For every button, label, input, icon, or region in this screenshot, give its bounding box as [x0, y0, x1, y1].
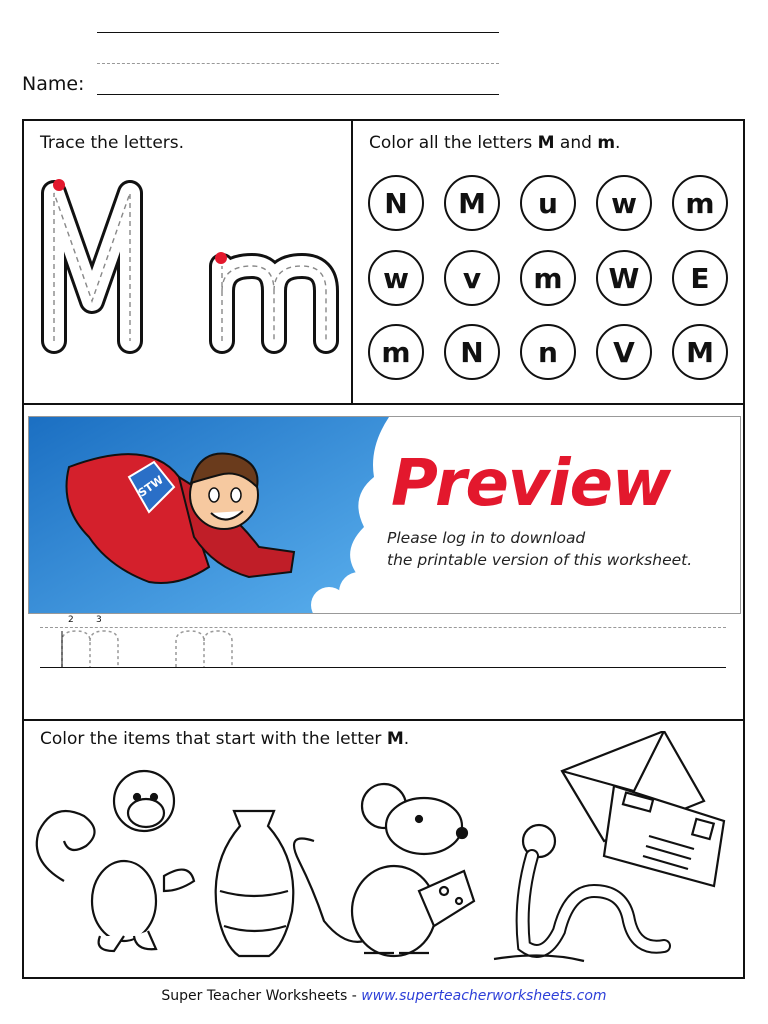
trace-letter-lower-m[interactable]: [215, 252, 326, 341]
letter-circle[interactable]: [520, 175, 576, 231]
letter-circle-label: m: [685, 186, 715, 220]
instruction-text: and: [554, 133, 598, 153]
divider-2: [24, 719, 743, 721]
start-dot-icon: [215, 252, 227, 264]
letter-circle[interactable]: [368, 250, 424, 306]
letter-circle-label: N: [460, 335, 484, 369]
mouse-icon[interactable]: [294, 784, 474, 956]
trace-instruction: Trace the letters.: [40, 133, 185, 153]
letter-circle-label: V: [613, 335, 635, 369]
items-illustrations: [24, 731, 743, 971]
instruction-text: .: [615, 133, 621, 153]
letter-circle-label: m: [533, 261, 563, 295]
footer: [0, 988, 768, 1004]
worksheet-frame: [22, 119, 745, 979]
letter-circle[interactable]: [672, 250, 728, 306]
letter-circle-label: m: [381, 335, 411, 369]
top-divider-vertical: [351, 121, 353, 405]
letter-circle-label: n: [538, 335, 558, 369]
preview-title: Preview: [391, 447, 671, 521]
letter-circle[interactable]: [368, 175, 424, 231]
letter-circle-label: E: [690, 261, 710, 295]
letter-circle[interactable]: [596, 250, 652, 306]
instruction-text: Color all the letters: [369, 133, 538, 153]
name-label: Name:: [22, 73, 85, 95]
preview-line-1: Please log in to download: [387, 529, 586, 547]
letter-circle[interactable]: [444, 175, 500, 231]
vase-icon: [216, 811, 294, 956]
letter-circle-label: w: [383, 261, 409, 295]
letter-circle-label: N: [384, 186, 408, 220]
divider-1: [24, 403, 743, 405]
stroke-number: 2: [68, 615, 74, 625]
stroke-number: 3: [96, 615, 102, 625]
letter-circle-label: M: [458, 186, 486, 220]
letter-circle[interactable]: [368, 324, 424, 380]
footer-link[interactable]: www.superteacherworksheets.com: [361, 988, 607, 1004]
letter-circle-label: W: [608, 261, 640, 295]
letter-circle[interactable]: [672, 324, 728, 380]
start-dot-icon: [53, 179, 65, 191]
trace-letters-svg[interactable]: [34, 171, 344, 371]
trace-letter-upper-m[interactable]: [53, 179, 130, 341]
instruction-text: .: [403, 729, 410, 749]
letter-circle[interactable]: [596, 175, 652, 231]
mail-icon: [562, 731, 724, 886]
letter-circle[interactable]: [520, 250, 576, 306]
letter-circle[interactable]: [444, 250, 500, 306]
letter-circle[interactable]: [444, 324, 500, 380]
letter-circle[interactable]: [520, 324, 576, 380]
letter-circle-label: v: [462, 261, 482, 295]
name-top-line: [97, 32, 499, 33]
preview-banner[interactable]: [28, 416, 741, 614]
preview-line-2: the printable version of this worksheet.: [387, 551, 693, 569]
name-field-line[interactable]: [97, 94, 499, 95]
letter-circle[interactable]: [596, 324, 652, 380]
name-mid-dashed-line: [97, 63, 499, 64]
instruction-text: Color the items that start with the letter: [40, 729, 387, 749]
monkey-icon[interactable]: [37, 771, 194, 951]
footer-text: Super Teacher Worksheets -: [161, 988, 362, 1004]
target-letter-upper: M: [537, 133, 555, 153]
letter-circle[interactable]: [672, 175, 728, 231]
handwriting-guide-svg: [56, 621, 256, 671]
letter-circle-label: w: [611, 186, 637, 220]
preview-badge-label: STW: [135, 473, 166, 500]
letter-circle-label: u: [538, 186, 558, 220]
letter-circle-label: M: [686, 335, 714, 369]
color-letters-instruction: [369, 133, 620, 153]
target-letter-lower: m: [597, 133, 616, 153]
target-letter: M: [386, 729, 404, 749]
